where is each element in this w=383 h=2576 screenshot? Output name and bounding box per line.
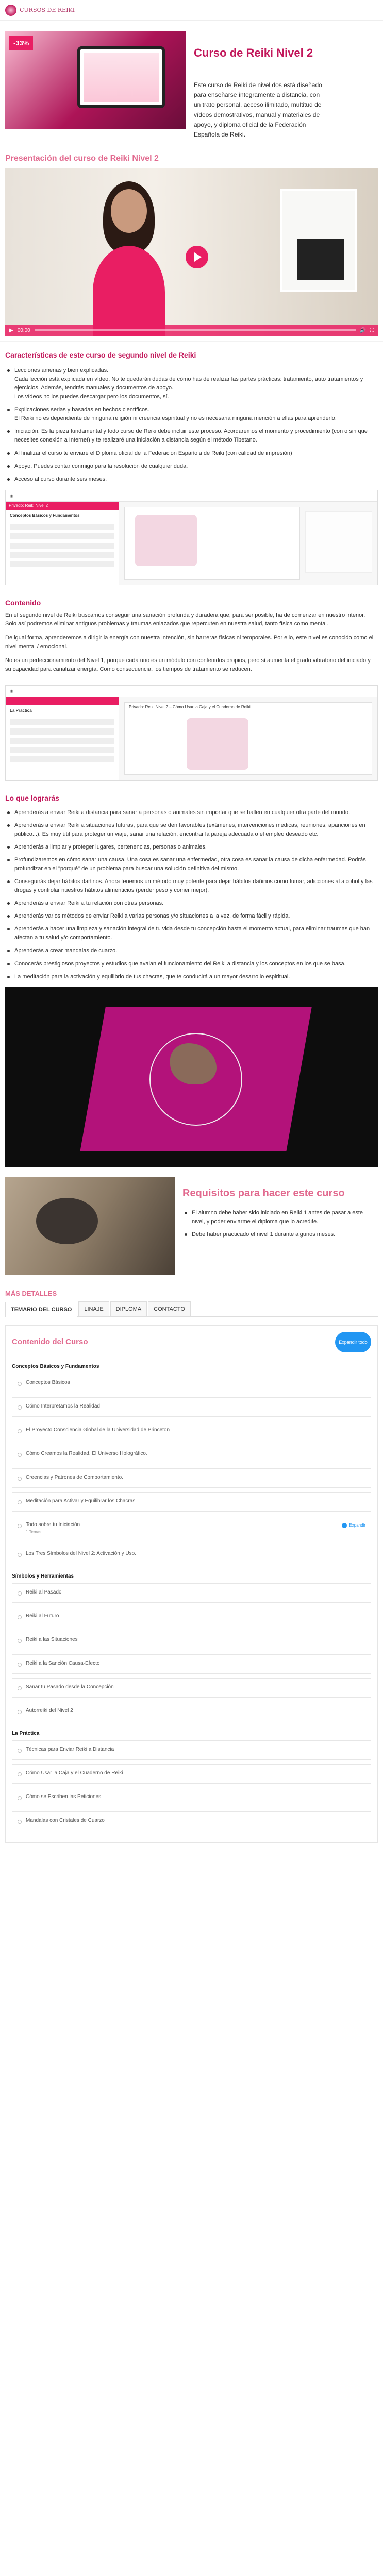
features-title: Características de este curso de segundo nivel de Reiki: [0, 341, 383, 364]
screenshot-content: [124, 702, 372, 775]
lesson-item[interactable]: [12, 1740, 371, 1760]
platform-screenshot-2: [5, 685, 378, 781]
tab-diploma[interactable]: DIPLOMA: [110, 1301, 147, 1316]
lesson-item[interactable]: [12, 1764, 371, 1784]
lesson-item[interactable]: [12, 1654, 371, 1674]
screenshot-logo-icon: ◉: [10, 688, 13, 693]
tab-linaje[interactable]: LINAJE: [78, 1301, 109, 1316]
lesson-label: Cómo Interpretamos la Realidad: [26, 1403, 100, 1409]
volume-icon[interactable]: 🔊: [359, 327, 366, 333]
achievements-title: Lo que lograrás: [5, 793, 60, 802]
lesson-status-icon: [18, 1453, 22, 1457]
screenshot-sidebar: [6, 502, 119, 585]
screenshot-lesson-title: Privado: Reiki Nivel 2 – Cómo Usar la Caja y el Cuaderno de Reiki: [129, 704, 251, 709]
video-time: 00:00: [17, 327, 30, 333]
lesson-status-icon: [18, 1553, 22, 1557]
lesson-status-icon: [18, 1663, 22, 1667]
lesson-item[interactable]: [12, 1811, 371, 1831]
requirements-list: [182, 1207, 378, 1239]
list-item: Aprenderás a enviar Reiki a distancia para sanar a personas o animales sin importar que se hallen en cualquier otra parte del mundo.: [7, 808, 376, 817]
features-list: [0, 364, 383, 484]
list-item: Apoyo. Puedes contar conmigo para la resolución de cualquier duda.: [7, 462, 376, 471]
course-group-title: La Práctica: [12, 1730, 40, 1736]
list-item: Aprenderás varios métodos de enviar Reiki a varias personas y/o situaciones a la vez, de forma fácil y rápida.: [7, 912, 376, 921]
screenshot-content: [124, 507, 300, 580]
lesson-label: Todo sobre tu Iniciación: [26, 1521, 80, 1528]
lesson-label: Reiki a las Situaciones: [26, 1636, 78, 1642]
lesson-status-icon: [18, 1477, 22, 1481]
screenshot-section: La Práctica: [10, 708, 32, 713]
list-item: Conocerás prestigiosos proyectos y estudios que avalan el funcionamiento del Reiki a distancia y los conceptos en los que se basa.: [7, 960, 376, 969]
screenshot-logo-icon: ◉: [10, 493, 13, 498]
list-item: Iniciación. Es la pieza fundamental y todo curso de Reiki debe incluir este proceso. Acordaremos el momento y procedimiento (con o sin que necesites conexión a Internet) y te realizaré una iniciación a distancia según el método Tibetano.: [7, 427, 376, 445]
content-paragraph: No es un perfeccionamiento del Nivel 1, porque cada uno es un módulo con contenidos propios, pero sí aumenta el grado vibratorio del iniciado y su capacidad para canalizar energía. Como consecuencia, los tiempos de tratamiento se reducen.: [5, 657, 371, 672]
lesson-status-icon: [18, 1405, 22, 1410]
lesson-status-icon: [18, 1500, 22, 1504]
content-title: Contenido: [5, 598, 41, 607]
lesson-item[interactable]: [12, 1583, 371, 1603]
screenshot-topbar: [6, 686, 377, 697]
lesson-topic-count: 1 Temas: [26, 1529, 42, 1534]
logo-text: CURSOS DE REIKI: [20, 7, 75, 13]
lesson-item[interactable]: [12, 1631, 371, 1650]
list-item: Aprenderás a limpiar y proteger lugares, pertenencias, personas o animales.: [7, 843, 376, 852]
requirements-section: [0, 1172, 383, 1280]
presenter-figure: [93, 179, 165, 336]
page-title: Curso de Reiki Nivel 2: [194, 46, 313, 59]
fireplace-scene: [280, 189, 357, 292]
list-item: Aprenderás a crear mandalas de cuarzo.: [7, 946, 376, 955]
lesson-status-icon: [18, 1429, 22, 1433]
presentation-title: Presentación del curso de Reiki Nivel 2: [5, 154, 159, 163]
screenshot-sidebar-title: [6, 697, 119, 705]
screenshot-panel: [305, 511, 372, 573]
lesson-label: Cómo Usar la Caja y el Cuaderno de Reiki: [26, 1770, 123, 1776]
lesson-item[interactable]: [12, 1374, 371, 1393]
lesson-item[interactable]: [12, 1702, 371, 1721]
lesson-label: Reiki al Futuro: [26, 1613, 59, 1619]
list-item: Profundizaremos en cómo sanar una causa. Una cosa es sanar una enfermedad, otra cosa es sanar la causa de dicha enfermedad. Podrás profundizar en el "porqué" de un problema para buscar una solución definitiva del mismo.: [7, 856, 376, 873]
list-item: Aprenderás a enviar Reiki a tu relación con otras personas.: [7, 899, 376, 908]
screenshot-section: Conceptos Básicos y Fundamentos: [10, 513, 80, 518]
lesson-label: Autorreiki del Nivel 2: [26, 1707, 73, 1714]
lesson-status-icon: [18, 1820, 22, 1824]
list-item: Aprenderás a enviar Reiki a situaciones futuras, para que se den favorables (exámenes, intervenciones médicas, reuniones, apariciones en público...). Es muy útil para proteger un viaje, sanar una relación, encontrar la pareja adecuada o el empleo deseado etc.: [7, 821, 376, 839]
video-play-small-icon[interactable]: ▶: [9, 327, 13, 333]
lesson-item[interactable]: [12, 1468, 371, 1488]
list-item: Al finalizar el curso te enviaré el Diploma oficial de la Federación Española de Reiki (con calidad de impresión): [7, 449, 376, 458]
video-controls[interactable]: [5, 325, 378, 336]
lesson-label: Técnicas para Enviar Reiki a Distancia: [26, 1746, 114, 1752]
lesson-label: Meditación para Activar y Equilibrar los Chacras: [26, 1498, 136, 1504]
lesson-item[interactable]: [12, 1678, 371, 1698]
lesson-label: Cómo se Escriben las Peticiones: [26, 1793, 102, 1800]
lesson-item[interactable]: [12, 1445, 371, 1464]
lesson-item[interactable]: [12, 1397, 371, 1417]
play-icon[interactable]: [186, 246, 208, 268]
lesson-status-icon: [18, 1591, 22, 1596]
lesson-item[interactable]: [12, 1421, 371, 1440]
fullscreen-icon[interactable]: ⛶: [370, 327, 374, 333]
course-group-title: Símbolos y Herramientas: [12, 1573, 74, 1579]
screenshot-topbar: [6, 490, 377, 502]
lesson-item[interactable]: [12, 1545, 371, 1564]
course-content-title: Contenido del Curso: [12, 1337, 88, 1347]
content-paragraph: En el segundo nivel de Reiki buscamos conseguir una sanación profunda y duradera que, para ser posible, ha de comenzar en nuestro interior. Solo así podremos eliminar antiguos problemas y traumas enlazados que repercuten en nuestra salud, tanto física como mental.: [5, 612, 365, 627]
lesson-item[interactable]: [12, 1516, 371, 1540]
screenshot-sidebar-title: Privado: Reiki Nivel 2: [6, 502, 119, 510]
lesson-label: El Proyecto Consciencia Global de la Universidad de Princeton: [26, 1427, 170, 1433]
site-header: [0, 0, 383, 21]
content-paragraph: De igual forma, aprenderemos a dirigir la energía con nuestra intención, sin barreras físicas ni temporales. Por ello, este nivel es conocido como el nivel mental / emocional.: [5, 634, 374, 650]
lesson-status-icon: [18, 1710, 22, 1714]
lesson-label: Reiki a la Sanción Causa-Efecto: [26, 1660, 100, 1666]
screenshot-sidebar: [6, 697, 119, 780]
expand-label: Expandir: [349, 1523, 365, 1528]
course-groups: [12, 1359, 371, 1831]
lesson-label: Mandalas con Cristales de Cuarzo: [26, 1817, 105, 1823]
list-item: La meditación para la activación y equilibrio de tus chacras, que te conducirá a un mayor desarrollo espiritual.: [7, 973, 376, 981]
lesson-item[interactable]: [12, 1607, 371, 1626]
lesson-label: Reiki al Pasado: [26, 1589, 62, 1595]
cat-photo: [5, 1177, 175, 1275]
lesson-status-icon: [18, 1749, 22, 1753]
tab-contacto[interactable]: CONTACTO: [148, 1301, 191, 1316]
lesson-status-icon: [18, 1615, 22, 1619]
requirements-title: Requisitos para hacer este curso: [182, 1187, 345, 1199]
site-logo[interactable]: [5, 5, 75, 16]
lesson-expand-button[interactable]: [342, 1523, 365, 1528]
lesson-label: Sanar tu Pasado desde la Concepción: [26, 1684, 114, 1690]
crystal-grid-photo: [5, 987, 378, 1167]
list-item: El alumno debe haber sido iniciado en Reiki 1 antes de pasar a este nivel, y poder enviarme el diploma que lo acredite.: [185, 1209, 371, 1226]
lesson-status-icon: [18, 1686, 22, 1690]
logo-mark-icon: [5, 5, 16, 16]
achievements-list: [0, 806, 383, 981]
lesson-status-icon: [18, 1524, 22, 1528]
course-group-title: Conceptos Básicos y Fundamentos: [12, 1363, 99, 1369]
hero-image: [5, 31, 186, 129]
tablet-illustration: [77, 46, 165, 108]
expand-icon: [342, 1523, 347, 1528]
lesson-label: Conceptos Básicos: [26, 1379, 70, 1385]
list-item: Lecciones amenas y bien explicadas. Cada lección está explicada en vídeo. No te quedarán dudas de cómo has de realizar las partes prácticas: tratamiento, auto tratamientos y ejercicios. Además, tendrás manuales y documentos de apoyo. Los vídeos no los puedes descargar pero los documentos, sí.: [7, 366, 376, 401]
lesson-status-icon: [18, 1382, 22, 1386]
list-item: Acceso al curso durante seis meses.: [7, 475, 376, 484]
list-item: Aprenderás a hacer una limpieza y sanación integral de tu vida desde tu concepción hasta el momento actual, para eliminar traumas que han afectan a tu salud y/o comportamiento.: [7, 925, 376, 942]
lesson-status-icon: [18, 1772, 22, 1776]
details-tabs: [5, 1301, 378, 1317]
hero-description: Este curso de Reiki de nivel dos está diseñado para enseñarse íntegramente a distancia, con un trato personal, acceso ilimitado, multitud de vídeos demostrativos, manual y materiales de apoyo, y diploma oficial de la Federación Española de Reiki.: [194, 81, 322, 138]
list-item: Explicaciones serias y basadas en hechos científicos. El Reiki no es dependiente de ninguna religión ni creencia espiritual y no es necesaria ninguna mención a ellas para aprenderlo.: [7, 405, 376, 423]
list-item: Debe haber practicado el nivel 1 durante algunos meses.: [185, 1230, 371, 1239]
lesson-label: Los Tres Símbolos del Nivel 2: Activación y Uso.: [26, 1550, 136, 1556]
list-item: Conseguirás dejar hábitos dañinos. Ahora tenemos un método muy potente para dejar hábitos dañinos como fumar, adicciones al alcohol y las drogas y controlar nuestros hábitos alimenticios (perder peso y comer mejor).: [7, 877, 376, 895]
lesson-item[interactable]: [12, 1492, 371, 1512]
lesson-status-icon: [18, 1639, 22, 1643]
tab-temario[interactable]: TEMARIO DEL CURSO: [5, 1302, 77, 1317]
discount-badge: -33%: [9, 36, 33, 50]
lesson-item[interactable]: [12, 1788, 371, 1807]
hero: [0, 21, 383, 147]
course-content: [5, 1325, 378, 1843]
video-progress-track[interactable]: [35, 329, 356, 331]
lesson-label: Cómo Creamos la Realidad. El Universo Holográfico.: [26, 1450, 147, 1456]
lesson-label: Creencias y Patrones de Comportamiento.: [26, 1474, 123, 1480]
expand-all-button[interactable]: Expandir todo: [335, 1332, 371, 1352]
lesson-status-icon: [18, 1796, 22, 1800]
more-details-title: MÁS DETALLES: [5, 1289, 57, 1297]
platform-screenshot-1: [5, 490, 378, 585]
presentation-video[interactable]: [5, 168, 378, 336]
